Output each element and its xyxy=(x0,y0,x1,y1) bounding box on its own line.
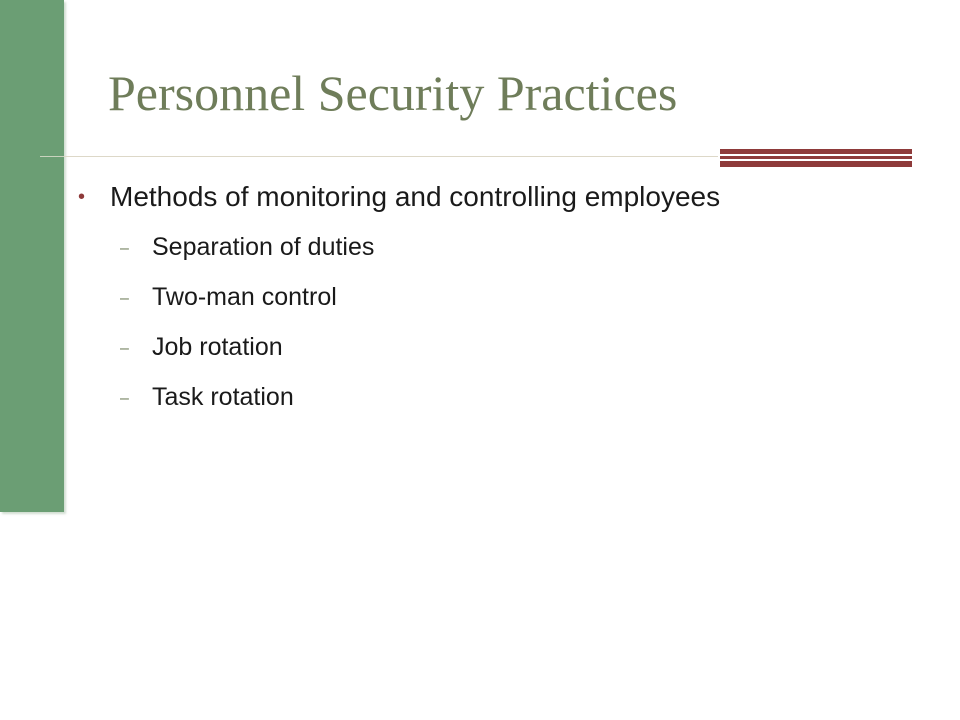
bullet-dot-icon: • xyxy=(78,186,86,208)
title-rule-left xyxy=(40,156,64,157)
sub-bullet-item xyxy=(76,272,946,322)
sub-bullet-item xyxy=(76,222,946,272)
sub-bullet-text: Job rotation xyxy=(152,333,283,361)
bullet-text: Methods of monitoring and controlling employees xyxy=(110,181,721,212)
sub-bullet-text: Separation of duties xyxy=(152,233,375,261)
dash-bullet-icon: – xyxy=(120,240,129,257)
sub-bullet-item xyxy=(76,372,946,422)
accent-bar xyxy=(720,149,912,154)
sub-bullet-item xyxy=(76,322,946,372)
dash-bullet-icon: – xyxy=(120,290,129,307)
accent-bar xyxy=(720,161,912,167)
slide-content xyxy=(76,172,946,422)
decorative-accent-bars xyxy=(720,149,912,167)
dash-bullet-icon: – xyxy=(120,340,129,357)
side-accent-bar xyxy=(0,0,64,512)
bullet-item xyxy=(76,172,946,222)
dash-bullet-icon: – xyxy=(120,390,129,407)
sub-bullet-text: Two-man control xyxy=(152,283,337,311)
accent-bar xyxy=(720,156,912,159)
sub-bullet-list xyxy=(76,222,946,422)
title-divider-line xyxy=(64,156,718,157)
sub-bullet-text: Task rotation xyxy=(152,383,294,411)
slide-title: Personnel Security Practices xyxy=(108,65,678,121)
